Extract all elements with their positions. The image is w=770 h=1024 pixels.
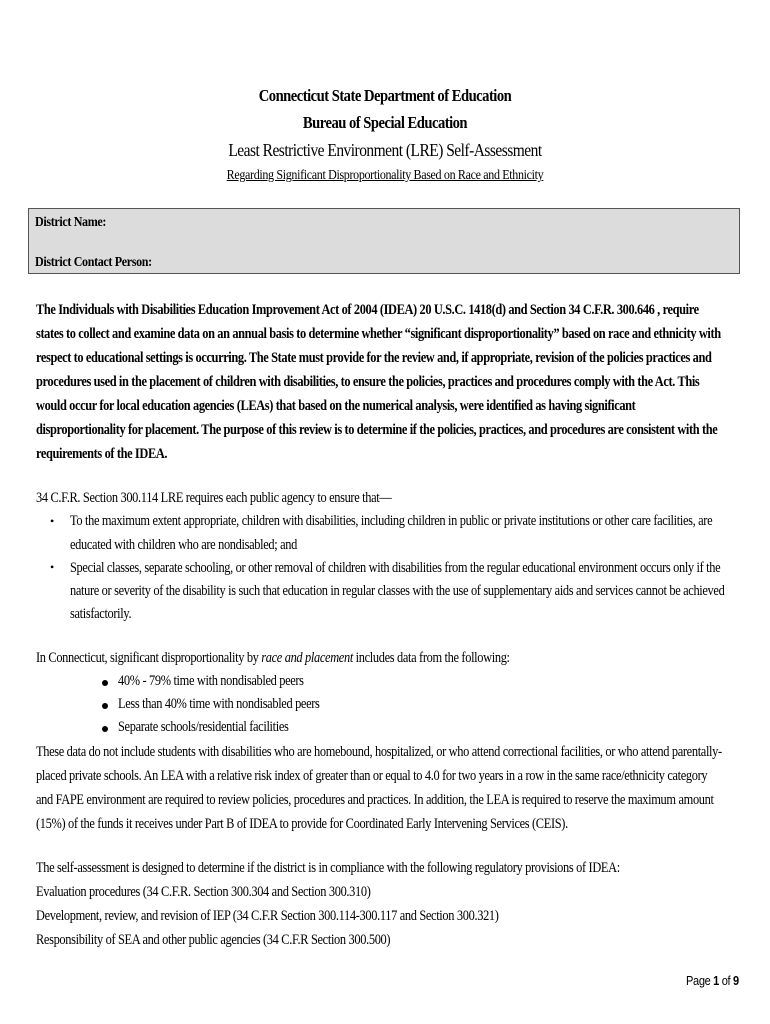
lre-bullet-line: To the maximum extent appropriate, children with disabilities, including children in public or private institutions or other care facilities, are — [70, 513, 713, 529]
ct-para-line: (15%) of the funds it receives under Part B of IDEA to provide for Coordinated Early Intervening Services (CEIS). — [36, 816, 568, 832]
self-assessment-line: The self-assessment is designed to determine if the district is in compliance with the following regulatory provisions of IDEA: — [36, 860, 620, 876]
district-contact-label: District Contact Person: — [35, 255, 152, 270]
lre-heading: 34 C.F.R. Section 300.114 LRE requires each public agency to ensure that— — [36, 490, 392, 506]
ct-list-item: Less than 40% time with nondisabled peers — [118, 696, 320, 712]
ct-para-line: These data do not include students with disabilities who are homebound, hospitalized, or who attend correctional facilities, or who attend parentally- — [36, 744, 722, 760]
self-assessment-line: Evaluation procedures (34 C.F.R. Section 300.304 and Section 300.310) — [36, 884, 371, 900]
intro-line: would occur for local education agencies (LEAs) that based on the numerical analysis, were identified as having significant — [36, 398, 636, 414]
district-info-box — [28, 208, 740, 274]
bullet-icon: • — [50, 514, 55, 528]
ct-list-item: 40% - 79% time with nondisabled peers — [118, 673, 304, 689]
lre-bullet-line: nature or severity of the disability is such that education in regular classes with the use of supplementary aids and services cannot be achieved — [70, 583, 725, 599]
ct-list-item: Separate schools/residential facilities — [118, 719, 289, 735]
header-subtitle: Regarding Significant Disproportionality Based on Race and Ethnicity — [226, 168, 544, 183]
lre-bullet-line: Special classes, separate schooling, or other removal of children with disabilities from the regular educational environment occurs only if the — [70, 560, 721, 576]
bullet-icon — [102, 703, 108, 709]
header-agency: Connecticut State Department of Education — [258, 86, 512, 105]
bullet-icon — [102, 726, 108, 732]
page-number: Page 1 of 9 — [686, 973, 739, 988]
self-assessment-line: Development, review, and revision of IEP (34 C.F.R Section 300.114-300.117 and Section 300.321) — [36, 908, 499, 924]
district-name-label: District Name: — [35, 215, 107, 230]
intro-line: respect to educational settings is occurring. The State must provide for the review and, if appropriate, revision of the policies practices and — [36, 350, 712, 366]
ct-para-line: placed private schools. An LEA with a relative risk index of greater than or equal to 4.0 for two years in a row in the same race/ethnicity category — [36, 768, 708, 784]
header-title: Least Restrictive Environment (LRE) Self-Assessment — [228, 140, 542, 160]
lre-bullet-line: educated with children who are nondisabled; and — [70, 537, 297, 553]
ct-para-line: and FAPE environment are required to review policies, procedures and practices. In addition, the LEA is required to reserve the maximum amount — [36, 792, 714, 808]
self-assessment-line: Responsibility of SEA and other public agencies (34 C.F.R Section 300.500) — [36, 932, 391, 948]
intro-line: requirements of the IDEA. — [36, 446, 168, 462]
intro-line: The Individuals with Disabilities Education Improvement Act of 2004 (IDEA) 20 U.S.C. 1418(d) and Section 34 C.F.R. 300.646 , require — [36, 302, 699, 318]
header-bureau: Bureau of Special Education — [302, 113, 468, 132]
intro-line: disproportionality for placement. The purpose of this review is to determine if the policies, practices, and procedures are consistent with the — [36, 422, 718, 438]
lre-bullet-line: satisfactorily. — [70, 606, 132, 622]
bullet-icon: • — [50, 560, 55, 574]
bullet-icon — [102, 680, 108, 686]
ct-lead: In Connecticut, significant disproportionality by race and placement includes data from the following: — [36, 650, 510, 666]
intro-line: procedures used in the placement of children with disabilities, to ensure the policies, practices and procedures comply with the Act. This — [36, 374, 700, 390]
intro-line: states to collect and examine data on an annual basis to determine whether “significant disproportionality” based on race and ethnicity with — [36, 326, 721, 342]
